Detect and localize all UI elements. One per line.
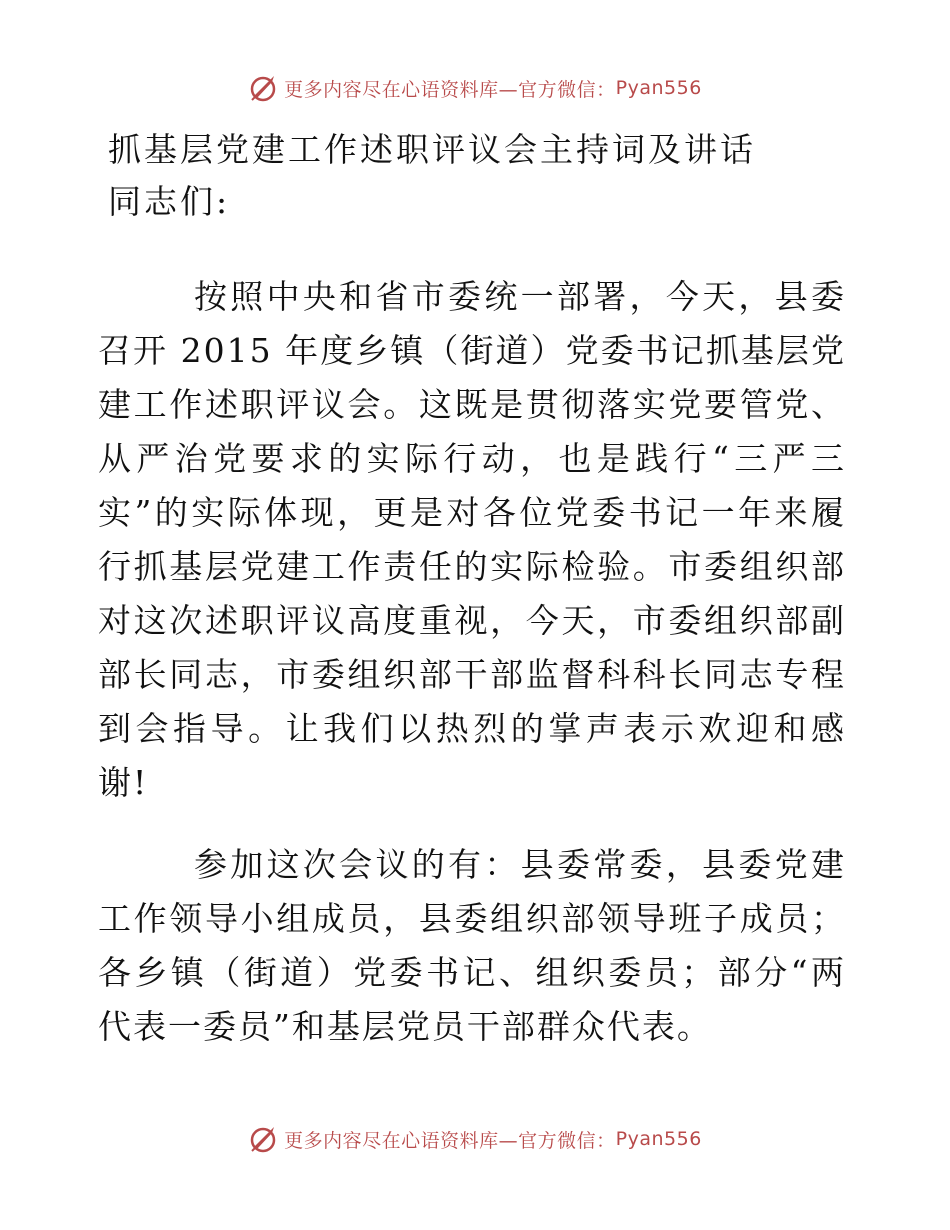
document-body [98,270,846,1054]
paragraph: 按照中央和省市委统一部署，今天，县委召开 2015 年度乡镇（街道）党委书记抓基层党建工作述职评议会。这既是贯彻落实党要管党、从严治党要求的实际行动，也是践行“三严三实”的实际体现，更是对各位党委书记一年来履行抓基层党建工作责任的实际检验。市委组织部对这次述职评议高度重视，今天，市委组织部副部长同志，市委组织部干部监督科科长同志专程到会指导。让我们以热烈的掌声表示欢迎和感谢! [98,277,846,802]
quill-pen-logo-icon [248,72,280,104]
quill-pen-logo-icon [248,1123,280,1155]
watermark-wechat-id: Pyan556 [615,77,702,99]
paragraph: 参加这次会议的有：县委常委，县委党建工作领导小组成员，县委组织部领导班子成员；各乡镇（街道）党委书记、组织委员；部分“两代表一委员”和基层党员干部群众代表。 [98,845,846,1046]
watermark-footer [0,1123,950,1155]
salutation: 同志们: [108,182,231,221]
watermark-text: 更多内容尽在心语资料库—官方微信： [284,1129,616,1152]
watermark-header [0,72,950,104]
watermark-wechat-id: Pyan556 [615,1128,702,1150]
watermark-text: 更多内容尽在心语资料库—官方微信： [284,78,616,101]
document-title: 抓基层党建工作述职评议会主持词及讲话 [108,130,756,169]
